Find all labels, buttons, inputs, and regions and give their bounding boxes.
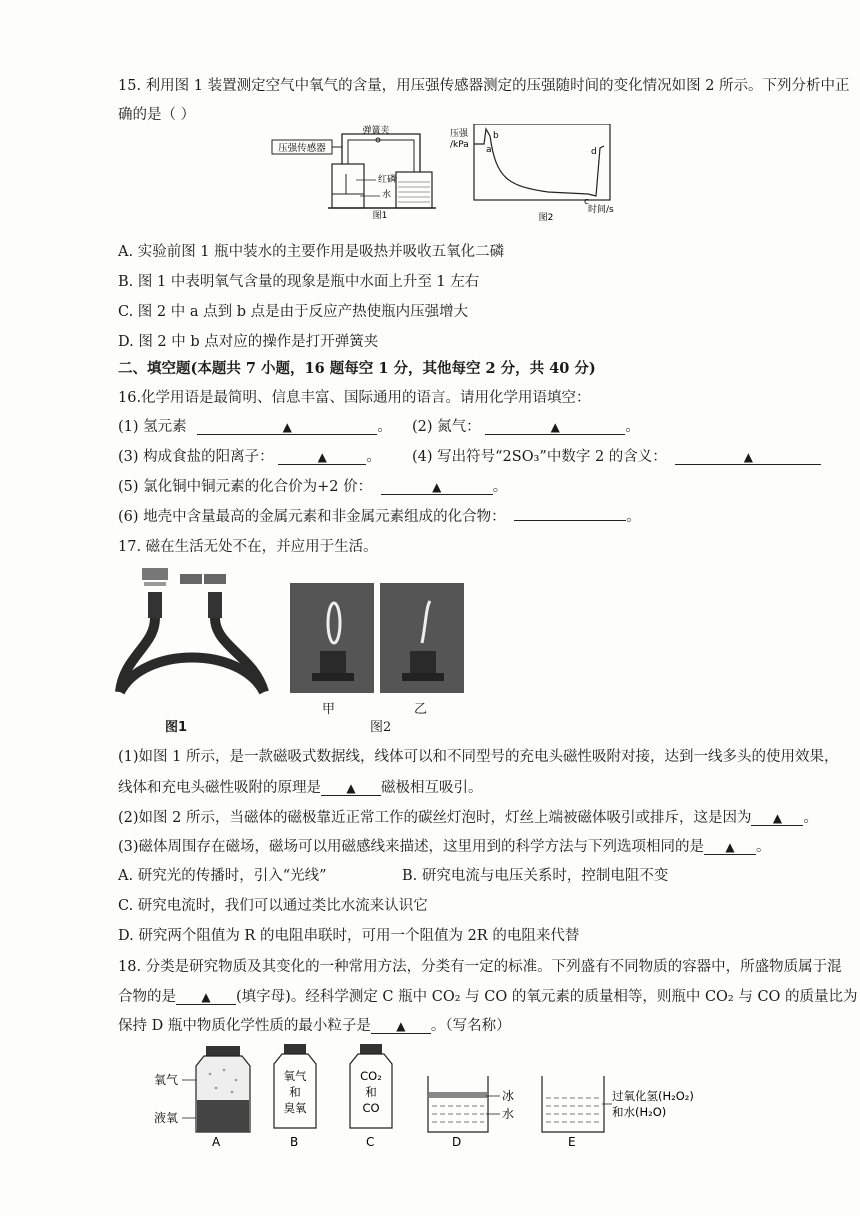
container-c-letter: C	[366, 1135, 375, 1148]
q16-item5	[118, 475, 507, 496]
container-d-letter: D	[452, 1135, 462, 1148]
period: 。	[377, 419, 392, 435]
q16-item2-label: (2) 氮气：	[412, 419, 481, 435]
q18-line2-text: 合物的是	[118, 989, 176, 1005]
answer-mark: ▲	[743, 450, 753, 464]
q17-option-b: B. 研究电流与电压关系时，控制电阻不变	[402, 868, 669, 884]
q18-line2-text-end: (填字母)。经科学测定 C 瓶中 CO₂ 与 CO 的氧元素的质量相等，则瓶中 CO₂ 与 CO 的质量比为	[236, 989, 858, 1005]
q16-item6-label: (6) 地壳中含量最高的金属元素和非金属元素组成的化合物：	[118, 509, 506, 525]
q17-answer-blank-3[interactable]	[704, 840, 756, 855]
answer-mark: ▲	[725, 840, 735, 854]
q16-item1	[118, 415, 392, 436]
point-b: b	[493, 131, 499, 141]
q17-fig2-caption: 图2	[370, 720, 392, 735]
q16-item4-label: (4) 写出符号“2SO₃”中数字 2 的含义：	[412, 449, 667, 465]
clip-label: 弹簧夹	[362, 126, 390, 136]
q18-line3-text-end: 。（写名称）	[430, 1018, 511, 1034]
q17-photo-yi	[380, 583, 464, 693]
section2-heading: 二、填空题(本题共 7 小题，16 题每空 1 分，其他每空 2 分，共 40 分)	[118, 360, 596, 377]
sensor-label: 压强传感器	[278, 143, 326, 154]
bulb-yi-icon	[380, 583, 464, 693]
period: 。	[492, 479, 508, 495]
period: 。	[626, 509, 641, 525]
container-b-l2: 和	[289, 1085, 301, 1099]
period: 。	[625, 419, 640, 435]
container-e-l1: 过氧化氢(H₂O₂)	[612, 1089, 694, 1103]
fig2-caption: 图2	[538, 213, 554, 222]
q17-label-jia: 甲	[322, 702, 336, 717]
q18-containers-figure	[150, 1040, 720, 1148]
q17-part2	[118, 806, 818, 827]
fig2-ylabel-line1: 压强	[450, 129, 469, 139]
answer-mark: ▲	[201, 990, 211, 1004]
water-label: 水	[382, 190, 392, 200]
q17-option-d: D. 研究两个阻值为 R 的电阻串联时，可用一个阻值为 2R 的电阻来代替	[118, 928, 580, 944]
q17-part1-line2	[118, 776, 483, 797]
q15-stem-line2: 确的是（ ）	[118, 107, 196, 123]
point-c: c	[584, 197, 589, 207]
q17-stem: 17. 磁在生活无处不在，并应用于生活。	[118, 539, 378, 555]
q16-item4	[412, 445, 821, 466]
q16-item6	[118, 505, 641, 526]
q17-part3	[118, 835, 771, 856]
q18-line2	[118, 985, 860, 1006]
q18-line1: 18. 分类是研究物质及其变化的一种常用方法，分类有一定的标准。下列盛有不同物质的容器中，所盛物质属于混	[118, 959, 842, 975]
container-c	[350, 1044, 392, 1148]
container-d-water-label: 水	[502, 1107, 515, 1121]
q16-answer-blank-5[interactable]	[381, 480, 493, 495]
fig2-xlabel: 时间/s	[588, 205, 614, 215]
fig2-ylabel-line2: /kPa	[450, 140, 469, 150]
container-c-l3: CO	[362, 1101, 380, 1115]
q16-item3	[118, 445, 381, 466]
container-d-ice-label: 冰	[502, 1089, 515, 1103]
q18-line3	[118, 1014, 511, 1035]
container-a	[154, 1046, 250, 1148]
q16-item5-label: (5) 氯化铜中铜元素的化合价为+2 价：	[118, 479, 373, 495]
answer-mark: ▲	[550, 420, 560, 434]
q17-part1-text-end: 磁极相互吸引。	[381, 780, 483, 796]
q18-answer-blank-1[interactable]	[176, 990, 236, 1005]
container-d	[428, 1076, 514, 1148]
q18-answer-blank-3[interactable]	[371, 1019, 431, 1034]
q17-part2-text: (2)如图 2 所示，当磁体的磁极靠近正常工作的碳丝灯泡时，灯丝上端被磁体吸引或排斥，这是因为	[118, 810, 752, 826]
container-a-liquid	[197, 1100, 249, 1132]
q16-stem: 16.化学用语是最简明、信息丰富、国际通用的语言。请用化学用语填空：	[118, 390, 591, 406]
q15-option-d: D. 图 2 中 b 点对应的操作是打开弹簧夹	[118, 334, 379, 350]
container-a-stopper	[206, 1046, 240, 1056]
q16-answer-blank-6[interactable]	[514, 506, 626, 521]
container-e-l2: 和水(H₂O)	[612, 1105, 667, 1119]
fig1-caption: 图1	[372, 211, 388, 220]
answer-mark: ▲	[346, 781, 356, 795]
answer-mark: ▲	[432, 480, 442, 494]
q17-answer-blank-2[interactable]	[751, 811, 803, 826]
q17-label-yi: 乙	[414, 702, 428, 717]
container-a-label-bottom: 液氧	[154, 1111, 179, 1125]
q16-item3-label: (3) 构成食盐的阳离子：	[118, 449, 274, 465]
q16-answer-blank-4[interactable]	[675, 450, 821, 465]
q16-item1-label: (1) 氢元素	[118, 419, 187, 435]
q17-part3-text: (3)磁体周围存在磁场，磁场可以用磁感线来描述，这里用到的科学方法与下列选项相同的是	[118, 839, 705, 855]
answer-mark: ▲	[772, 811, 783, 825]
q17-part1-text: 线体和充电头磁性吸附的原理是	[118, 780, 321, 796]
answer-mark: ▲	[282, 420, 292, 434]
container-c-l2: 和	[365, 1085, 377, 1099]
period: 。	[366, 449, 381, 465]
phosphorus-label: 红磷	[378, 175, 397, 185]
q17-option-a: A. 研究光的传播时，引入“光线”	[118, 868, 327, 884]
container-a-letter: A	[212, 1135, 221, 1148]
answer-mark: ▲	[317, 450, 327, 464]
q18-line3-text: 保持 D 瓶中物质化学性质的最小粒子是	[118, 1018, 371, 1034]
q15-option-a: A. 实验前图 1 瓶中装水的主要作用是吸热并吸收五氧化二磷	[118, 244, 505, 260]
container-c-l1: CO₂	[360, 1069, 382, 1083]
q15-figure1-apparatus	[270, 124, 440, 220]
container-d-ice	[429, 1092, 487, 1098]
q17-figure1-magnetic-cable	[114, 566, 270, 696]
q16-item2	[412, 415, 640, 436]
q17-photo-jia	[290, 583, 374, 693]
q15-figure2-graph	[448, 124, 618, 222]
q17-option-c: C. 研究电流时，我们可以通过类比水流来认识它	[118, 898, 428, 914]
q17-fig1-caption: 图1	[165, 720, 188, 735]
bulb-jia-icon	[290, 583, 374, 693]
answer-mark: ▲	[396, 1019, 406, 1033]
q17-answer-blank-1[interactable]	[321, 781, 381, 796]
container-b-l1: 氧气	[283, 1069, 307, 1083]
container-b-l3: 臭氧	[283, 1101, 307, 1115]
q15-option-b: B. 图 1 中表明氧气含量的现象是瓶中水面上升至 1 左右	[118, 274, 480, 290]
container-e-letter: E	[568, 1135, 576, 1148]
point-d: d	[591, 147, 597, 157]
q17-part1-line1: (1)如图 1 所示，是一款磁吸式数据线，线体可以和不同型号的充电头磁性吸附对接，达到一线多头的使用效果，	[118, 749, 839, 765]
q16-answer-blank-3[interactable]	[278, 450, 366, 465]
container-b	[274, 1044, 316, 1148]
point-a: a	[486, 145, 492, 155]
container-e	[542, 1076, 694, 1148]
q16-answer-blank-1[interactable]	[197, 420, 377, 435]
period: 。	[803, 810, 818, 826]
period: 。	[756, 839, 771, 855]
q15-option-c: C. 图 2 中 a 点到 b 点是由于反应产热使瓶内压强增大	[118, 304, 469, 320]
container-a-label-top: 氧气	[154, 1073, 179, 1087]
container-b-letter: B	[290, 1135, 299, 1148]
q16-answer-blank-2[interactable]	[485, 420, 625, 435]
q15-stem-line1: 15. 利用图 1 装置测定空气中氧气的含量，用压强传感器测定的压强随时间的变化情况如图 2 所示。下列分析中正	[118, 78, 850, 94]
